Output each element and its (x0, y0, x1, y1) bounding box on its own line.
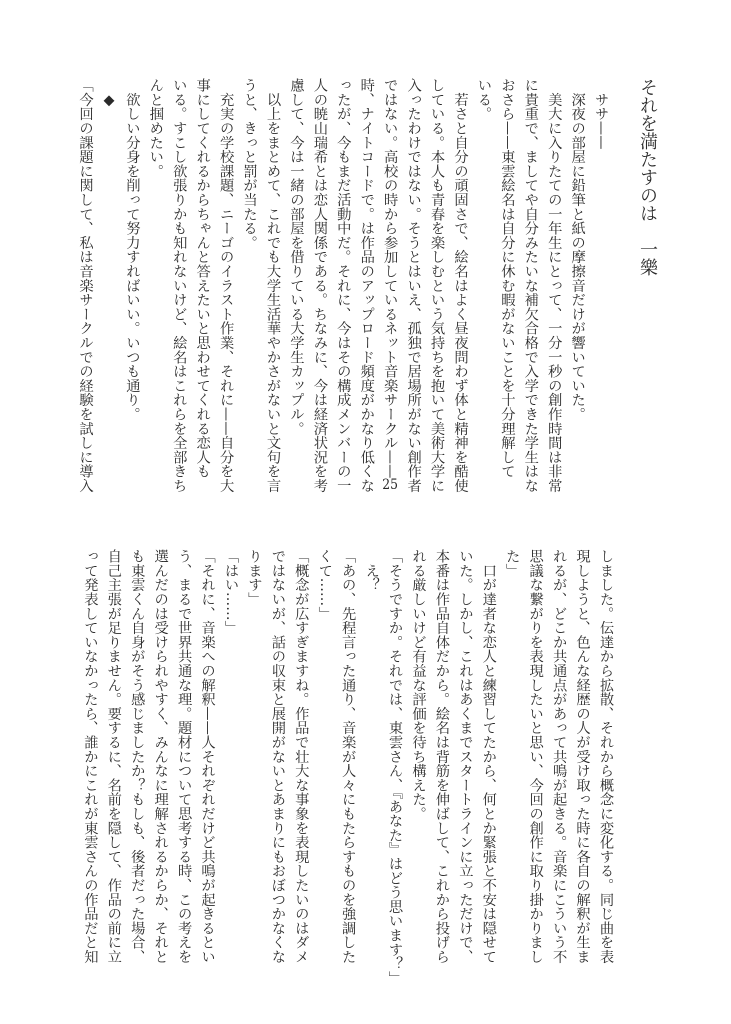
text-line: 「そうですか。それでは、東雲さん、『あなた』はどう思います？」 (387, 549, 404, 986)
text-line: 本番は作品自体だから。絵名は背筋を伸ばして、これから投げら (433, 549, 450, 964)
text-line: しました。伝達から拡散、それから概念に変化する。同じ曲を表 (598, 549, 614, 964)
text-line: れるが、どこか共通点があって共鳴が起きる。音楽にこういう不 (551, 549, 568, 964)
bottom-text-block (78, 549, 617, 986)
text-line: 欲しい分身を削って努力すればいい。いつも通り。 (124, 78, 141, 422)
text-line: ササ—— (593, 78, 610, 150)
text-line: いた。しかし、これはあくまでスタートラインに立っただけで、 (457, 549, 474, 964)
text-line: 美大に入りたての一年生にとって、一分一秒の創作時間は非常 (546, 78, 563, 493)
text-line: 選んだのは受けられやすく、みんなに理解されるからか、それと (152, 549, 169, 964)
text-line: 人の暁山瑞希とは恋人関係である。ちなみに、今は経済状況を考 (311, 78, 328, 493)
text-line: 「はい……」 (223, 549, 239, 635)
text-line: ではないが、話の収束と展開がないとあまりにもおぼつかなくな (269, 549, 286, 964)
story-title: それを満たすのは 一樂 (637, 78, 658, 276)
text-line: ったが、今もまだ活動中だ。それに、今はその構成メンバーの一 (335, 78, 352, 493)
text-line: んと掴めたい。 (147, 78, 164, 179)
text-line: うと、きっと罰が当たる。 (241, 78, 258, 250)
text-line (612, 78, 635, 493)
text-line: ではない。高校の時から参加しているネット音楽サークル——25 (382, 78, 399, 493)
text-line: 充実の学校課題、ニーゴのイラスト作業、それに——自分を大 (218, 78, 235, 493)
text-line: って発表していなかったら、誰かにこれが東雲さんの作品だと知 (82, 549, 99, 964)
text-line: いる。すこし欲張りかも知れないけど、絵名はこれらを全部きち (171, 78, 188, 493)
text-line: た」 (504, 549, 521, 578)
top-text-block (73, 78, 659, 493)
text-line: 口が達者な恋人と練習してたから、何とか緊張と不安は隠せて (480, 549, 497, 964)
text-line: 自己主張が足りません。要するに、名前を隠して、作品の前に立 (105, 549, 122, 964)
text-line: 慮して、今は一緒の部屋を借りている大学生カップル。 (288, 78, 305, 436)
text-line: 若さと自分の頑固さで、絵名はよく昼夜問わず体と精神を酷使 (452, 78, 469, 493)
text-line: 事にしてくれるからちゃんと答えたいと思わせてくれる恋人も (194, 78, 211, 479)
text-line: 「それに、音楽への解釈——人それぞれだけど共鳴が起きるとい (199, 549, 216, 964)
text-line: 「あの、先程言った通り、音楽が人々にもたらすものを強調した (340, 549, 357, 964)
text-line: 現しようと、色んな経歴の人が受け取った時に各自の解釈が生ま (574, 549, 591, 964)
text-line: おさら——東雲絵名は自分に休む暇がないことを十分理解して (499, 78, 516, 479)
text-line: いる。 (475, 78, 492, 121)
text-line: ◆ (100, 78, 117, 109)
text-line: ります」 (246, 549, 263, 607)
text-line: くて……」 (316, 549, 333, 621)
text-line: 深夜の部屋に鉛筆と紙の摩擦音だけが響いていた。 (569, 78, 586, 422)
text-line: う、まるで世界共通な理。題材について思考する時、この考えを (176, 549, 193, 964)
text-line: 「概念が広すぎますね。作品で壮大な事象を表現したいのはダメ (293, 549, 310, 964)
text-line: している。本人も青春を楽しむという気持ちを抱いて美術大学に (429, 78, 446, 493)
text-line: 時、ナイトコードで。は作品のアップロード頻度がかなり低くな (358, 78, 375, 493)
text-line: も東雲くん自身がそう感じましたか？もしも、後者だった場合、 (129, 549, 146, 964)
text-line: 思議な繋がりを表現したいと思い、今回の創作に取り掛かりまし (527, 549, 544, 964)
text-line: 以上をまとめて、これでも大学生活華やかさがないと文句を言 (265, 78, 281, 493)
text-line: 「今回の課題に関して、私は音楽サークルでの経験を試しに導入 (77, 78, 94, 493)
text-line: 入ったわけではない。そうとはいえ、孤独で居場所がない創作者 (405, 78, 422, 493)
text-line: に貴重で、ましてや自分みたいな補欠合格で入学できた学生はな (522, 78, 539, 493)
text-line: え？ (363, 549, 380, 592)
text-line: れる厳しいけど有益な評価を待ち構えた。 (410, 549, 427, 821)
